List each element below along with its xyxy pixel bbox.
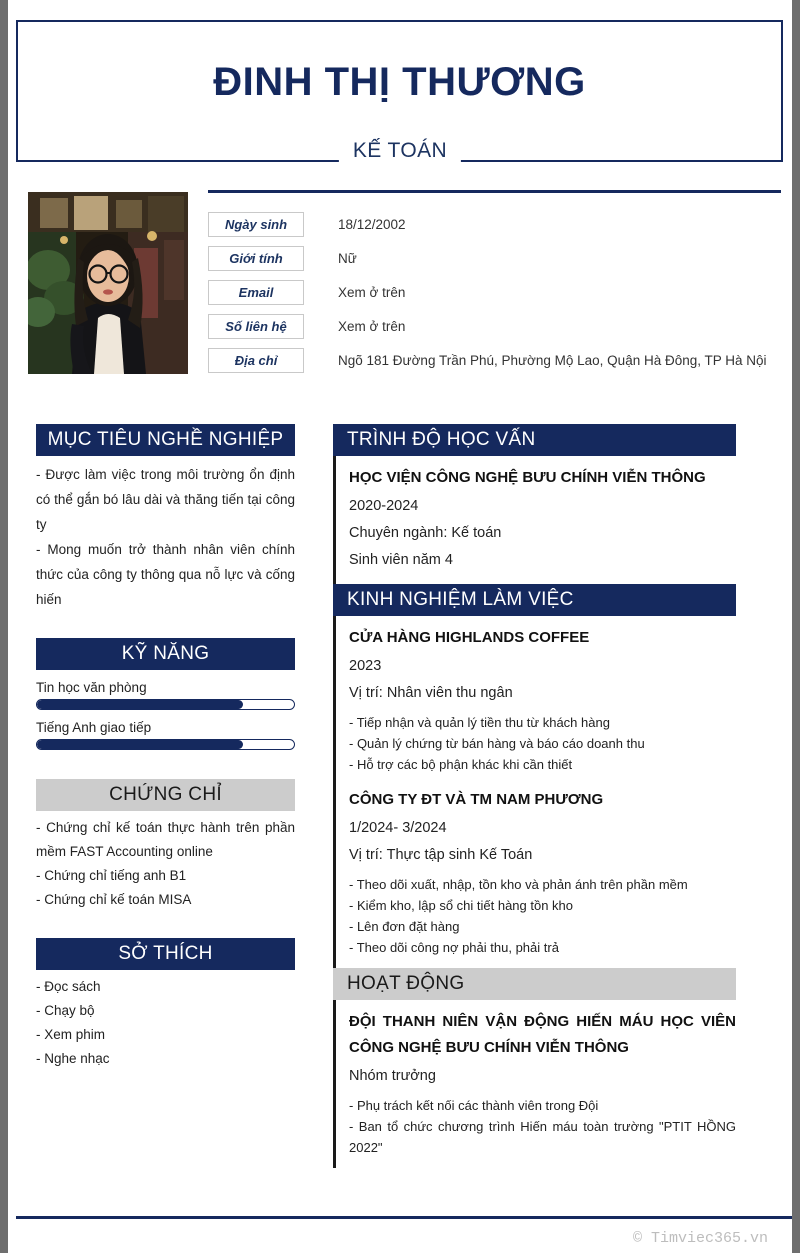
experience-entries [333,616,736,968]
skill-label: Tiếng Anh giao tiếp [36,720,152,735]
skill-item [36,679,295,710]
section-header-objective: MỤC TIÊU NGHỀ NGHIỆP [36,424,295,456]
list-item: - Theo dõi công nợ phải thu, phải trả [349,940,559,955]
experience-period: 2023 [349,658,382,674]
info-label-birthdate: Ngày sinh [208,212,304,237]
experience-entry [349,625,736,775]
list-item: - Chạy bộ [36,1003,95,1018]
info-label-phone: Số liên hệ [208,314,304,339]
certificates-list [36,811,295,912]
spacer [36,912,295,938]
portrait-photo-placeholder [28,192,188,374]
activity-entry [333,1000,736,1168]
info-value-birthdate: 18/12/2002 [338,216,406,232]
objective-line: - Mong muốn trở thành nhân viên chính thức của công ty thông qua nỗ lực và cống hiến [36,542,295,607]
education-period: 2020-2024 [349,498,419,514]
spacer [36,612,295,638]
section-header-certificates: CHỨNG CHỈ [36,779,295,811]
activity-title: ĐỘI THANH NIÊN VẬN ĐỘNG HIẾN MÁU HỌC VIÊN CÔNG NGHỆ BƯU CHÍNH VIỄN THÔNG [349,1013,736,1056]
list-item: - Tiếp nhận và quản lý tiền thu từ khách hàng [349,715,610,730]
info-value-gender: Nữ [338,250,357,266]
experience-period: 1/2024- 3/2024 [349,820,447,836]
education-entry [333,456,736,584]
info-value-address: Ngõ 181 Đường Trần Phú, Phường Mộ Lao, Quận Hà Đông, TP Hà Nội [338,352,767,368]
list-item: - Đọc sách [36,979,101,994]
objective-body [36,456,295,612]
objective-line: - Được làm việc trong môi trường ổn định có thể gắn bó lâu dài và thăng tiến tại công ty [36,467,295,532]
avatar [28,192,188,374]
job-title: KẾ TOÁN [339,138,461,164]
skill-bar-fill [37,740,243,749]
list-item: - Chứng chỉ kế toán thực hành trên phần mềm FAST Accounting online [36,820,295,859]
experience-company: CÔNG TY ĐT VÀ TM NAM PHƯƠNG [349,791,604,808]
list-item: - Chứng chỉ tiếng anh B1 [36,868,187,883]
right-column [333,424,736,1168]
info-value-phone: Xem ở trên [338,318,406,334]
info-row [208,207,783,241]
skills-list [36,670,295,750]
skill-label: Tin học văn phòng [36,680,147,695]
left-column [36,424,295,1071]
list-item: - Phụ trách kết nối các thành viên trong Đội [349,1098,599,1113]
page-title: ĐINH THỊ THƯƠNG [213,60,586,104]
list-item: - Kiểm kho, lập sổ chi tiết hàng tồn kho [349,898,574,913]
section-header-skills: KỸ NĂNG [36,638,295,670]
list-item: - Theo dõi xuất, nhập, tồn kho và phản ánh trên phần mềm [349,877,688,892]
section-header-activities: HOẠT ĐỘNG [333,968,736,1000]
list-item: - Nghe nhạc [36,1051,110,1066]
section-header-education: TRÌNH ĐỘ HỌC VẤN [333,424,736,456]
skill-bar-fill [37,700,243,709]
info-row [208,309,783,343]
info-divider [208,190,781,193]
info-row [208,343,783,377]
education-status: Sinh viên năm 4 [349,552,453,568]
experience-bullets [349,869,736,958]
experience-role: Vị trí: Nhân viên thu ngân [349,685,513,701]
activity-role: Nhóm trưởng [349,1068,436,1084]
list-item: - Xem phim [36,1027,106,1042]
list-item: - Ban tổ chức chương trình Hiến máu toàn trường "PTIT HỒNG 2022" [349,1119,736,1155]
list-item: - Quản lý chứng từ bán hàng và báo cáo doanh thu [349,736,645,751]
list-item: - Chứng chỉ kế toán MISA [36,892,192,907]
skill-bar-track [36,739,295,750]
personal-info-block [208,207,783,377]
experience-bullets [349,707,736,775]
experience-company: CỬA HÀNG HIGHLANDS COFFEE [349,629,590,646]
spacer [349,775,736,787]
info-label-address: Địa chỉ [208,348,304,373]
spacer [36,759,295,779]
list-item: - Hỗ trợ các bộ phận khác khi cần thiết [349,757,573,772]
info-value-email: Xem ở trên [338,284,406,300]
experience-role: Vị trí: Thực tập sinh Kế Toán [349,847,533,863]
experience-entry [349,787,736,958]
info-label-email: Email [208,280,304,305]
education-school: HỌC VIỆN CÔNG NGHỆ BƯU CHÍNH VIỄN THÔNG [349,469,706,486]
activity-bullets [349,1090,736,1158]
footer-copyright: © Timviec365.vn [632,1230,768,1247]
info-label-gender: Giới tính [208,246,304,271]
footer-divider [16,1216,800,1219]
hobbies-list [36,970,295,1071]
info-row [208,241,783,275]
section-header-experience: KINH NGHIỆM LÀM VIỆC [333,584,736,616]
skill-item [36,719,295,750]
info-row [208,275,783,309]
skill-bar-track [36,699,295,710]
section-header-hobbies: SỞ THÍCH [36,938,295,970]
list-item: - Lên đơn đặt hàng [349,919,460,934]
education-major: Chuyên ngành: Kế toán [349,525,502,541]
